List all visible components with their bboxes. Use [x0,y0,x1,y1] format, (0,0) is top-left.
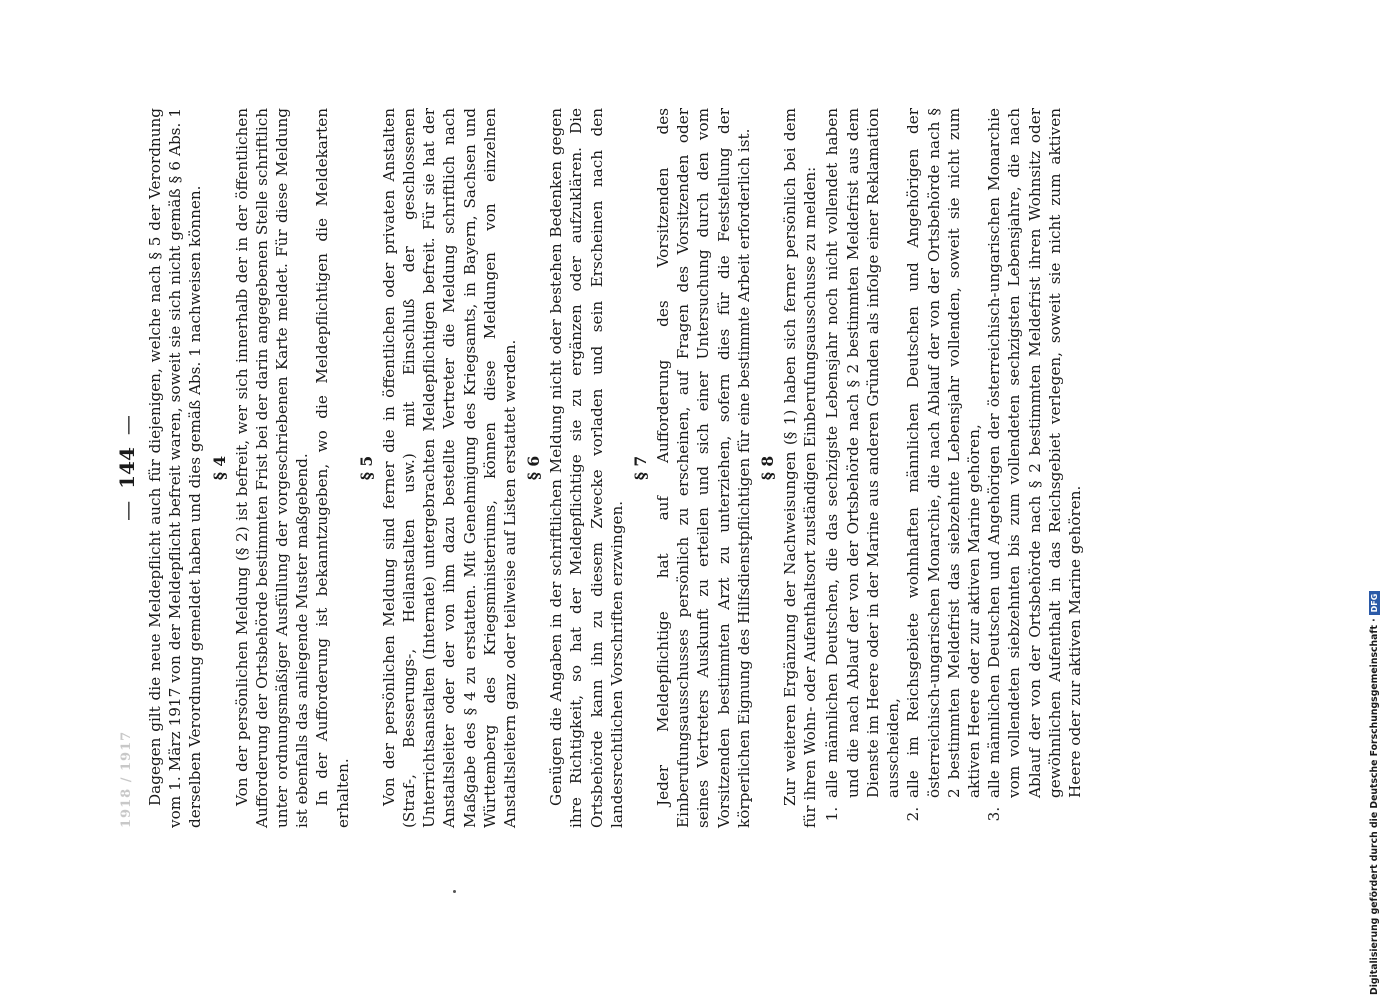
dfg-logo: DFG [1369,591,1380,616]
list-item: 1. alle männlichen Deutschen, die das sechzigste Lebensjahr noch nicht vollendet haben und die nach Ablauf der von der Ortsbehörde nach § 2 bestimmten Meldefrist aus dem Dienste im Heere oder in der Marine aus anderen Gründen als infolge einer Reklamation ausscheiden, [822,108,903,802]
section-8-heading: § 8 [758,455,778,481]
faint-stamp: 1918 / 1917 [119,730,134,828]
header-dash-right: — [115,415,139,436]
section-4-paragraph-2: In der Aufforderung ist bekanntzugeben, wo die Meldepflichtigen die Meldekarten erhalten. [313,108,352,828]
section-8-list [822,108,1085,828]
digitization-credit [1365,0,1383,995]
list-item: 3. alle männlichen Deutschen und Angehörigen der österreichisch-ungarischen Monarchie vom vollendeten siebzehnten bis zum vollendeten sechzigsten Lebensjahre, die nach Ablauf der von der Ortsbehörde nach § 2 bestimmten Meldefrist ihren Wohnsitz oder gewöhnlichen Aufenthalt in das Reichsgebiet verlegen, soweit sie nicht zum aktiven Heere oder zur aktiven Marine gehören. [984,108,1085,802]
section-6-paragraph-1: Genügen die Angaben in der schriftlichen Meldung nicht oder bestehen Bedenken gegen ihre Richtigkeit, so hat der Meldepflichtige sie zu ergänzen oder aufzuklären. Die Ortsbehörde kann ihn zu diesem Zwecke vorladen und sein Erscheinen nach den landesrechtlichen Vorschriften erzwingen. [547,108,626,828]
list-item: 2. alle im Reichsgebiete wohnhaften männlichen Deutschen und Angehörigen der österreichisch-ungarischen Monarchie, die nach Ablauf der von der Ortsbehörde nach § 2 bestimmten Meldefrist das siebzehnte Lebensjahr vollenden, soweit sie nicht zum aktiven Heere oder zur aktiven Marine gehören, [903,108,984,802]
scan-speck [453,890,456,893]
section-4-paragraph-1: Von der persönlichen Meldung (§ 2) ist befreit, wer sich innerhalb der in der öffentlichen Aufforderung der Ortsbehörde bestimmten Frist bei der darin angegebenen Stelle schriftlich unter ordnungsmäßiger Ausfüllung der vorgeschriebenen Karte meldet. Für diese Meldung ist ebenfalls das anliegende Muster maßgebend. [232,108,312,828]
section-5-heading: § 5 [356,455,376,481]
intro-paragraph: Dagegen gilt die neue Meldepflicht auch für diejenigen, welche nach § 5 der Verordnung vom 1. März 1917 von der Meldepflicht befreit waren, soweit sie sich nicht gemäß § 6 Abs. 1 derselben Verordnung gemeldet haben und dies gemäß Abs. 1 nachweisen können. [146,108,205,828]
page-number: 144 [115,447,139,489]
rotated-text-block [115,108,1115,828]
credit-text: Digitalisierung gefördert durch die Deutsche Forschungsgemeinschaft · [1368,618,1380,995]
section-8-paragraph-1: Zur weiteren Ergänzung der Nachweisungen (§ 1) haben sich ferner persönlich bei dem für ihren Wohn- oder Aufenthaltsort zuständigen Einberufungsausschusse zu melden: [781,108,820,828]
section-7-paragraph-1: Jeder Meldepflichtige hat auf Aufforderung des Vorsitzenden des Einberufungsausschusses persönlich zu erscheinen, auf Fragen des Vorsitzenden oder seines Vertreters Auskunft zu erteilen und sich einer Untersuchung durch den vom Vorsitzenden bestimmten Arzt zu unterziehen, sofern dies für die Feststellung der körperlichen Eignung des Hilfsdienstpflichtigen für eine bestimmte Arbeit erforderlich ist. [654,108,753,828]
section-4-heading: § 4 [209,455,229,481]
section-6-heading: § 6 [524,455,544,481]
header-dash-left: — [115,500,139,521]
section-5-paragraph-1: Von der persönlichen Meldung sind ferner die in öffentlichen oder privaten Anstalten (Straf-, Besserungs-, Heilanstalten usw.) mit Einschluß der geschlossenen Unterrichtsanstalten (Internate) untergebrachten Meldepflichtigen befreit. Für sie hat der Anstaltsleiter oder der von ihm dazu bestellte Vertreter die Meldung schriftlich nach Maßgabe des § 4 zu erstatten. Mit Genehmigung des Kriegsamts, in Bayern, Sachsen und Württemberg des Kriegsministeriums, können diese Meldungen von einzelnen Anstaltsleitern ganz oder teilweise auf Listen erstattet werden. [379,108,520,828]
page-header [115,108,139,828]
section-7-heading: § 7 [631,455,651,481]
